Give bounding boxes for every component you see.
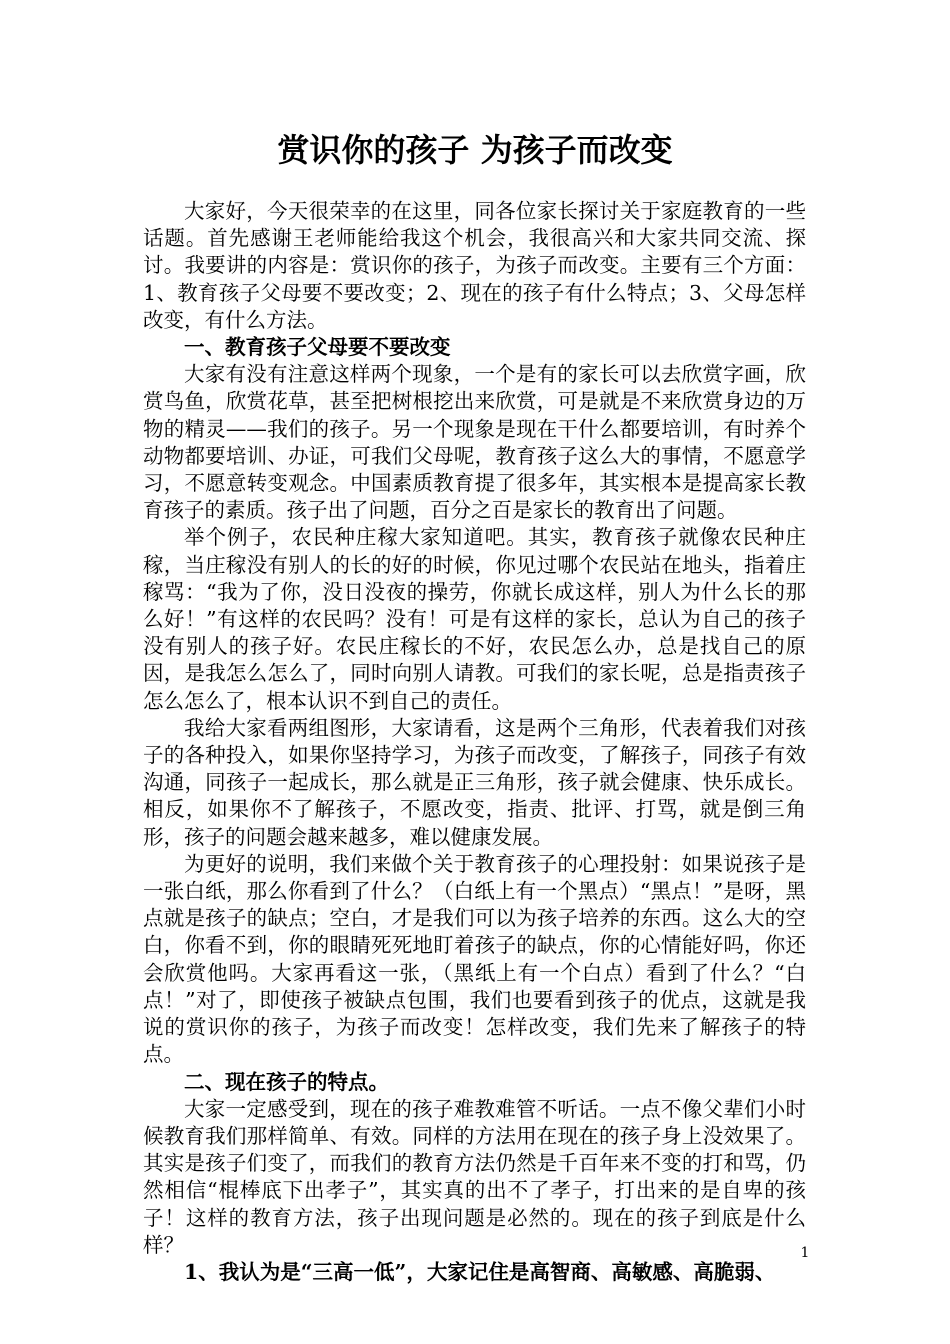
subheading-point-1: 1、我认为是“三高一低”，大家记住是高智商、高敏感、高脆弱、 [184, 1259, 776, 1284]
document-title: 赏识你的孩子 为孩子而改变 [277, 131, 673, 169]
section-heading-1: 一、教育孩子父母要不要改变 [184, 335, 451, 360]
paragraph: 举个例子，农民种庄稼大家知道吧。其实，教育孩子就像农民种庄稼，当庄稼没有别人的长的好的时候，你见过哪个农民站在地头，指着庄稼骂：“我为了你，没日没夜的操劳，你就长成这样，别人为什么长的那么好！”有这样的农民吗？没有！可是有这样的家长，总认为自己的孩子没有别人的孩子好。农民庄稼长的不好，农民怎么办，总是找自己的原因，是我怎么怎么了，同时向别人请教。可我们的家长呢，总是指责孩子怎么怎么了，根本认识不到自己的责任。 [143, 525, 806, 713]
page-number: 1 [800, 1245, 810, 1261]
paragraph: 我给大家看两组图形，大家请看，这是两个三角形，代表着我们对孩子的各种投入，如果你坚持学习，为孩子而改变，了解孩子，同孩子有效沟通，同孩子一起成长，那么就是正三角形，孩子就会健康、快乐成长。相反，如果你不了解孩子，不愿改变，指责、批评、打骂，就是倒三角形，孩子的问题会越来越多，难以健康发展。 [143, 715, 806, 849]
paragraph: 大家一定感受到，现在的孩子难教难管不听话。一点不像父辈们小时候教育我们那样简单、有效。同样的方法用在现在的孩子身上没效果了。其实是孩子们变了，而我们的教育方法仍然是千百年来不变的打和骂，仍然相信“棍棒底下出孝子”，其实真的出不了孝子，打出来的是自卑的孩子！这样的教育方法，孩子出现问题是必然的。现在的孩子到底是什么样？ [143, 1096, 806, 1257]
paragraph: 为更好的说明，我们来做个关于教育孩子的心理投射：如果说孩子是一张白纸，那么你看到了什么？（白纸上有一个黑点）“黑点！”是呀，黑点就是孩子的缺点；空白，才是我们可以为孩子培养的东西。这么大的空白，你看不到，你的眼睛死死地盯着孩子的缺点，你的心情能好吗，你还会欣赏他吗。大家再看这一张，（黑纸上有一个白点）看到了什么？“白点！”对了，即使孩子被缺点包围，我们也要看到孩子的优点，这就是我说的赏识你的孩子，为孩子而改变！怎样改变，我们先来了解孩子的特点。 [143, 851, 806, 1067]
paragraph-intro: 大家好，今天很荣幸的在这里，同各位家长探讨关于家庭教育的一些话题。首先感谢王老师能给我这个机会，我很高兴和大家共同交流、探讨。我要讲的内容是：赏识你的孩子，为孩子而改变。主要有三个方面：1、教育孩子父母要不要改变；2、现在的孩子有什么特点；3、父母怎样改变，有什么方法。 [143, 199, 806, 332]
document-body [143, 198, 806, 1286]
paragraph: 大家有没有注意这样两个现象，一个是有的家长可以去欣赏字画，欣赏鸟鱼，欣赏花草，甚至把树根挖出来欣赏，可是就是不来欣赏身边的万物的精灵——我们的孩子。另一个现象是现在干什么都要培训，有时养个动物都要培训、办证，可我们父母呢，教育孩子这么大的事情，不愿意学习，不愿意转变观念。中国素质教育提了很多年，其实根本是提高家长教育孩子的素质。孩子出了问题，百分之百是家长的教育出了问题。 [143, 362, 806, 523]
section-heading-2: 二、现在孩子的特点。 [184, 1069, 389, 1094]
